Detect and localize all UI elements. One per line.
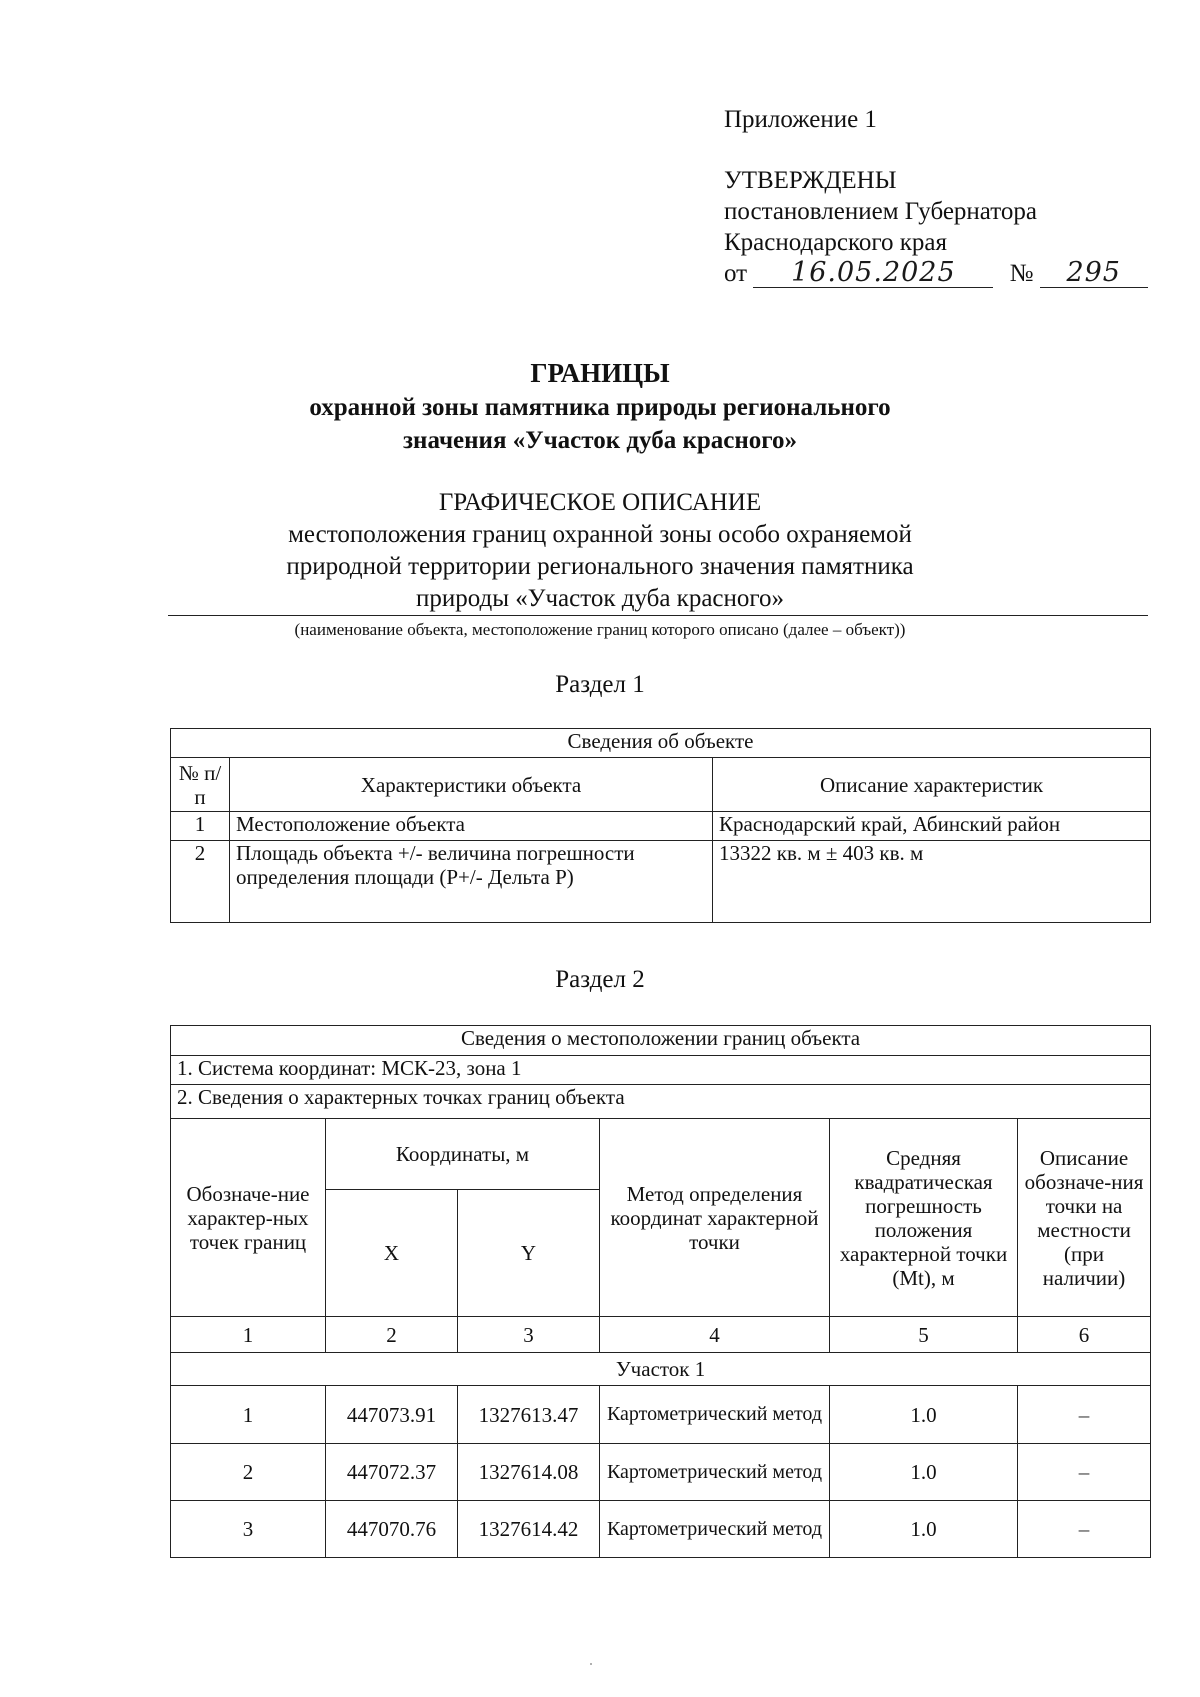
point-number: 1 <box>171 1386 326 1444</box>
appendix-label: Приложение 1 <box>724 106 877 133</box>
point-description: – <box>1018 1386 1151 1444</box>
col-header-y: Y <box>458 1190 600 1317</box>
col-header-num: № п/п <box>171 758 230 812</box>
number-value: 295 <box>1040 259 1148 288</box>
object-info-title: Сведения об объекте <box>171 729 1151 758</box>
graphic-line-3: природы «Участок дуба красного» <box>415 585 785 612</box>
col-number: 6 <box>1018 1317 1151 1353</box>
table-row <box>171 1386 1151 1444</box>
plot-label: Участок 1 <box>171 1353 1151 1386</box>
approved-by-line: постановлением Губернатора <box>724 198 1037 225</box>
col-number: 2 <box>326 1317 458 1353</box>
coordinate-system: 1. Система координат: МСК-23, зона 1 <box>171 1056 1151 1085</box>
date-value: 16.05.2025 <box>753 259 993 288</box>
table-row <box>171 1501 1151 1558</box>
point-x: 447070.76 <box>326 1501 458 1558</box>
object-caption: (наименование объекта, местоположение границ которого описано (далее – объект)) <box>294 620 906 639</box>
col-header-method: Метод определения координат характерной точки <box>600 1119 830 1317</box>
point-y: 1327614.42 <box>458 1501 600 1558</box>
point-description: – <box>1018 1444 1151 1501</box>
boundary-points-table <box>170 1025 1151 1558</box>
subtitle-line-2: значения «Участок дуба красного» <box>403 427 797 454</box>
approval-block <box>724 104 1148 289</box>
col-header-description: Описание характеристик <box>713 758 1151 812</box>
col-number: 1 <box>171 1317 326 1353</box>
point-y: 1327613.47 <box>458 1386 600 1444</box>
col-header-x: X <box>326 1190 458 1317</box>
approved-label: УТВЕРЖДЕНЫ <box>724 167 897 194</box>
col-header-point-description: Описание обозначе-ния точки на местности (при наличии) <box>1018 1119 1151 1317</box>
column-numbers-row <box>171 1317 1151 1353</box>
section-1-label: Раздел 1 <box>555 671 645 698</box>
graphic-title: ГРАФИЧЕСКОЕ ОПИСАНИЕ <box>438 489 762 516</box>
document-subtitle <box>0 391 1200 457</box>
scan-speck <box>590 1663 592 1665</box>
col-header-designation: Обозначе-ние характер-ных точек границ <box>171 1119 326 1317</box>
col-header-error: Средняя квадратическая погрешность положения характерной точки (Mt), м <box>830 1119 1018 1317</box>
date-prefix: от <box>724 260 748 287</box>
point-method: Картометрический метод <box>600 1501 830 1558</box>
point-number: 3 <box>171 1501 326 1558</box>
point-x: 447072.37 <box>326 1444 458 1501</box>
graphic-line-2: природной территории регионального значения памятника <box>286 553 914 580</box>
points-info: 2. Сведения о характерных точках границ объекта <box>171 1085 1151 1119</box>
point-error: 1.0 <box>830 1386 1018 1444</box>
col-number: 5 <box>830 1317 1018 1353</box>
col-header-characteristic: Характеристики объекта <box>230 758 713 812</box>
object-info-table <box>170 728 1151 923</box>
row-num: 2 <box>171 841 230 923</box>
col-number: 3 <box>458 1317 600 1353</box>
subtitle-line-1: охранной зоны памятника природы регионального <box>309 394 891 421</box>
row-characteristic: Площадь объекта +/- величина погрешности определения площади (Р+/- Дельта Р) <box>230 841 713 923</box>
row-characteristic: Местоположение объекта <box>230 812 713 841</box>
approved-region-line: Краснодарского края <box>724 229 947 256</box>
point-method: Картометрический метод <box>600 1444 830 1501</box>
row-description: Краснодарский край, Абинский район <box>713 812 1151 841</box>
point-description: – <box>1018 1501 1151 1558</box>
point-method: Картометрический метод <box>600 1386 830 1444</box>
document-title: ГРАНИЦЫ <box>530 358 670 388</box>
boundary-table-title: Сведения о местоположении границ объекта <box>171 1026 1151 1056</box>
date-number-line <box>724 258 1148 289</box>
row-description: 13322 кв. м ± 403 кв. м <box>713 841 1151 923</box>
point-error: 1.0 <box>830 1501 1018 1558</box>
point-x: 447073.91 <box>326 1386 458 1444</box>
col-header-coordinates: Координаты, м <box>326 1119 600 1190</box>
section-2-label: Раздел 2 <box>555 966 645 993</box>
point-number: 2 <box>171 1444 326 1501</box>
point-y: 1327614.08 <box>458 1444 600 1501</box>
title-divider <box>168 615 1148 616</box>
point-error: 1.0 <box>830 1444 1018 1501</box>
row-num: 1 <box>171 812 230 841</box>
table-row <box>171 1444 1151 1501</box>
number-prefix: № <box>1009 260 1034 287</box>
graphic-line-1: местоположения границ охранной зоны особо охраняемой <box>288 521 912 548</box>
graphic-description <box>0 487 1200 615</box>
col-number: 4 <box>600 1317 830 1353</box>
table-row <box>171 841 1151 923</box>
table-row <box>171 812 1151 841</box>
